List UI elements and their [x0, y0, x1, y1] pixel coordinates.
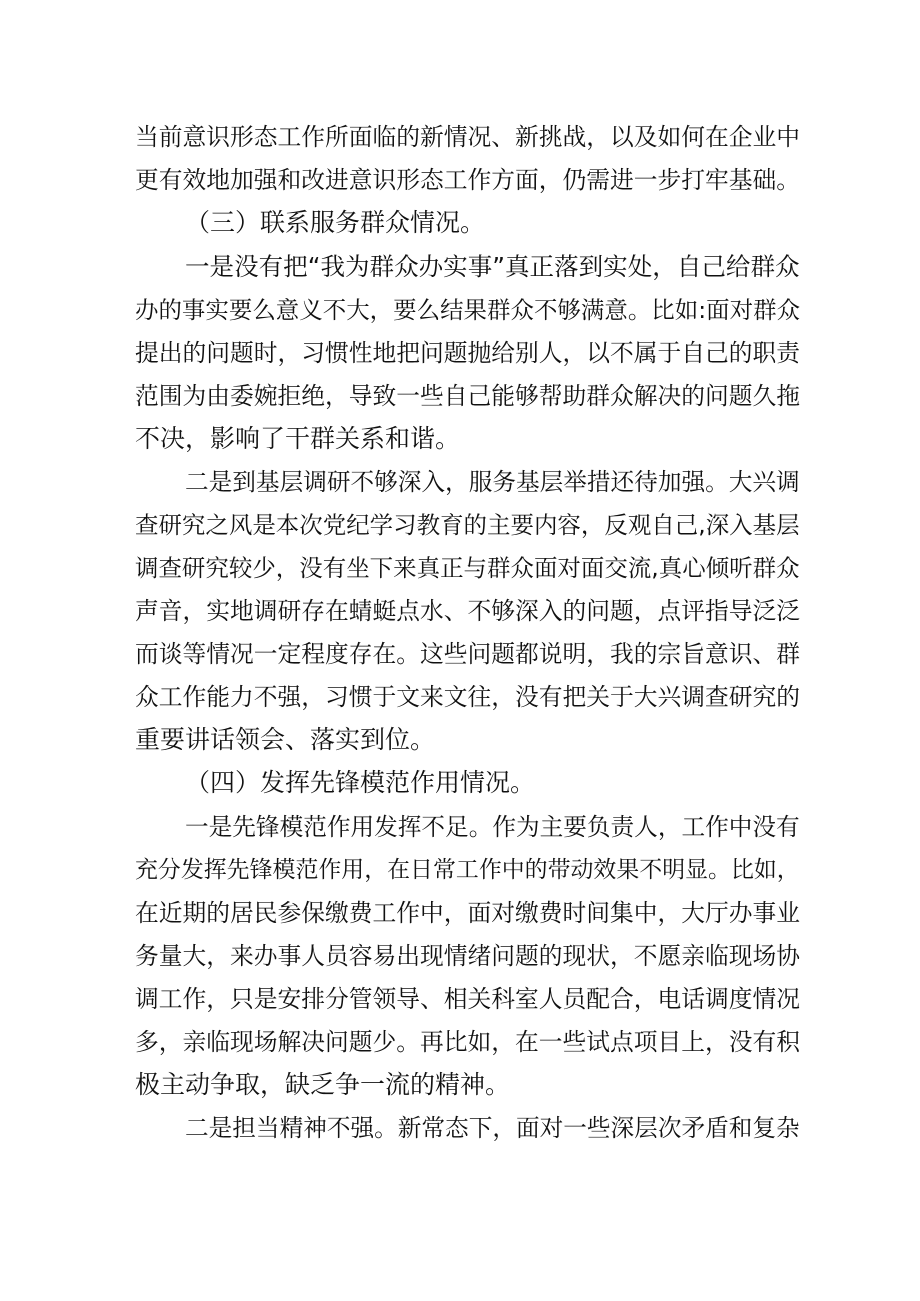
- body-text-line: 更有效地加强和改进意识形态工作方面，仍需进一步打牢基础。: [135, 166, 801, 194]
- body-text-line: 一是没有把“我为群众办实事”真正落到实处，自己给群众: [185, 252, 800, 281]
- body-text-line: 重要讲话领会、落实到位。: [135, 725, 436, 754]
- body-text-line: 调查研究较少，没有坐下来真正与群众面对面交流,真心倾听群众: [135, 554, 800, 582]
- body-text-line: 范围为由委婉拒绝，导致一些自己能够帮助群众解决的问题久拖: [135, 382, 801, 410]
- body-text-line: 提出的问题时，习惯性地把问题抛给别人，以不属于自己的职责: [135, 339, 801, 367]
- body-text-line: 极主动争取，缺乏争一流的精神。: [135, 1070, 511, 1099]
- body-text-line: 二是到基层调研不够深入，服务基层举措还待加强。大兴调: [185, 468, 800, 496]
- body-text-line: 在近期的居民参保缴费工作中，面对缴费时间集中，大厅办事业: [135, 899, 801, 927]
- body-text-line: 不决，影响了干群关系和谐。: [135, 424, 461, 453]
- section-heading-3: （三）联系服务群众情况。: [185, 208, 486, 237]
- body-text-line: 多，亲临现场解决问题少。再比如，在一些试点项目上，没有积: [135, 1028, 801, 1056]
- body-text-line: 二是担当精神不强。新常态下，面对一些深层次矛盾和复杂: [185, 1114, 800, 1142]
- body-text-line: 务量大，来办事人员容易出现情绪问题的现状，不愿亲临现场协: [135, 942, 801, 970]
- body-text-line: 一是先锋模范作用发挥不足。作为主要负责人，工作中没有: [185, 813, 800, 841]
- body-text-line: 当前意识形态工作所面临的新情况、新挑战，以及如何在企业中: [135, 123, 801, 151]
- body-text-line: 查研究之风是本次党纪学习教育的主要内容，反观自己,深入基层: [135, 511, 800, 539]
- section-heading-4: （四）发挥先锋模范作用情况。: [185, 768, 536, 797]
- body-text-line: 声音，实地调研存在蜻蜓点水、不够深入的问题，点评指导泛泛: [135, 597, 801, 625]
- body-text-line: 众工作能力不强，习惯于文来文往，没有把关于大兴调查研究的: [135, 683, 801, 711]
- body-text-line: 办的事实要么意义不大，要么结果群众不够满意。比如:面对群众: [135, 296, 801, 324]
- body-text-line: 而谈等情况一定程度存在。这些问题都说明，我的宗旨意识、群: [135, 640, 801, 668]
- body-text-line: 充分发挥先锋模范作用，在日常工作中的带动效果不明显。比如，: [135, 857, 800, 883]
- body-text-line: 调工作，只是安排分管领导、相关科室人员配合，电话调度情况: [135, 985, 801, 1013]
